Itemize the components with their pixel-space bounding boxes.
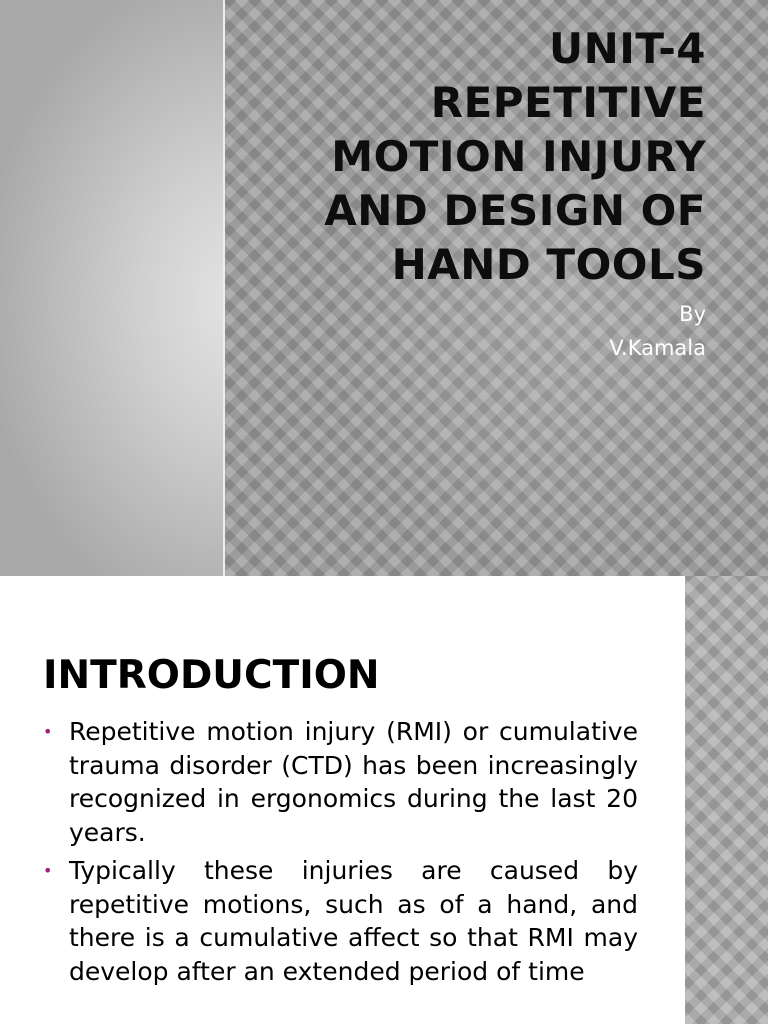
patterned-side-strip [685, 576, 768, 1024]
bullet-text: Typically these injuries are caused by repetitive motions, such as of a hand, and there is a cumulative affect so that RMI may develop after an extended period of time [69, 856, 638, 986]
bullet-icon: • [43, 722, 53, 741]
title-line: AND DESIGN OF [324, 186, 706, 235]
author-block [506, 297, 706, 365]
bullet-list [43, 715, 638, 993]
title-line: HAND TOOLS [391, 240, 706, 289]
bullet-text: Repetitive motion injury (RMI) or cumulative trauma disorder (CTD) has been increasingly recognized in ergonomics during the last 20 years. [69, 717, 638, 847]
introduction-slide [0, 576, 768, 1024]
title-line: REPETITIVE [430, 78, 706, 127]
bullet-icon: • [43, 861, 53, 880]
author-name: V.Kamala [609, 336, 706, 360]
list-item [43, 854, 638, 988]
slide-heading: INTRODUCTION [43, 653, 380, 698]
title-line: MOTION INJURY [331, 132, 706, 181]
by-label: By [679, 302, 706, 326]
slide-title [246, 22, 706, 292]
list-item [43, 715, 638, 849]
left-gradient-panel [0, 0, 223, 576]
title-line: UNIT-4 [548, 24, 706, 73]
